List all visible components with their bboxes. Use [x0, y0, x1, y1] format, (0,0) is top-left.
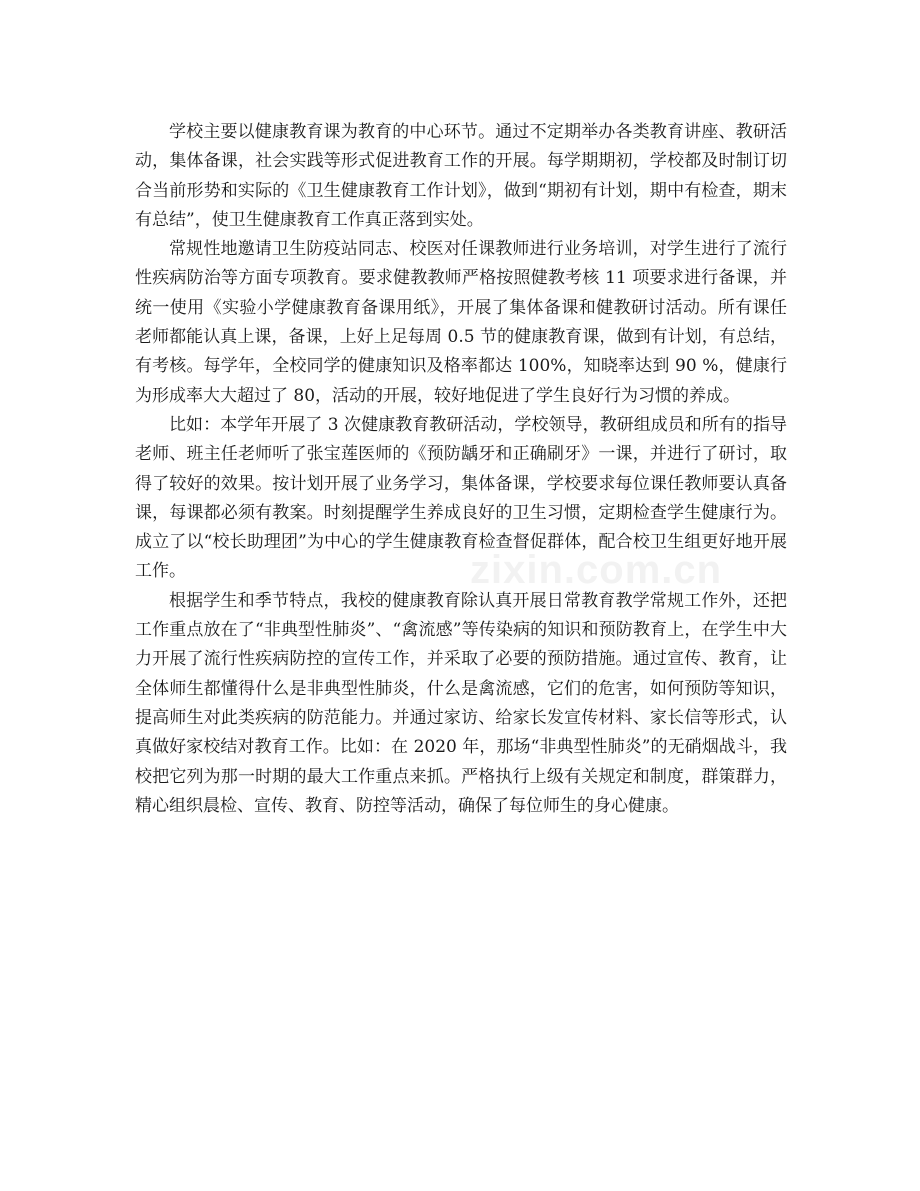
paragraph-4: 根据学生和季节特点，我校的健康教育除认真开展日常教育教学常规工作外，还把工作重点放在了“非典型性肺炎”、“禽流感”等传染病的知识和预防教育上，在学生中大力开展了流行性疾病防控的宣传工作，并采取了必要的预防措施。通过宣传、教育，让全体师生都懂得什么是非典型性肺炎，什么是禽流感，它们的危害，如何预防等知识，提高师生对此类疾病的防范能力。并通过家访、给家长发宣传材料、家长信等形式，认真做好家校结对教育工作。比如：在 2020 年，那场“非典型性肺炎”的无硝烟战斗，我校把它列为那一时期的最大工作重点来抓。严格执行上级有关规定和制度，群策群力，精心组织晨检、宣传、教育、防控等活动，确保了每位师生的身心健康。 — [135, 590, 787, 816]
paragraph-2: 常规性地邀请卫生防疫站同志、校医对任课教师进行业务培训，对学生进行了流行性疾病防治等方面专项教育。要求健教教师严格按照健教考核 11 项要求进行备课，并统一使用《实验小学健康教育备课用纸》，开展了集体备课和健教研讨活动。所有课任老师都能认真上课，备课，上好上足每周 0.5 节的健康教育课，做到有计划，有总结，有考核。每学年，全校同学的健康知识及格率都达 100%，知晓率达到 90 %，健康行为形成率大大超过了 80，活动的开展，较好地促进了学生良好行为习惯的养成。 — [135, 239, 787, 406]
paragraph-1: 学校主要以健康教育课为教育的中心环节。通过不定期举办各类教育讲座、教研活动，集体备课，社会实践等形式促进教育工作的开展。每学期期初，学校都及时制订切合当前形势和实际的《卫生健康教育工作计划》，做到“期初有计划，期中有检查，期末有总结”，使卫生健康教育工作真正落到实处。 — [135, 122, 787, 230]
paragraph-3: 比如：本学年开展了 3 次健康教育教研活动，学校领导，教研组成员和所有的指导老师、班主任老师听了张宝莲医师的《预防龋牙和正确刷牙》一课，并进行了研讨，取得了较好的效果。按计划开展了业务学习，集体备课，学校要求每位课任教师要认真备课，每课都必须有教案。时刻提醒学生养成良好的卫生习惯，定期检查学生健康行为。成立了以“校长助理团”为中心的学生健康教育检查督促群体，配合校卫生组更好地开展工作。 — [135, 414, 787, 582]
watermark: zixin.com.cn — [470, 548, 723, 592]
document-body — [135, 118, 787, 821]
